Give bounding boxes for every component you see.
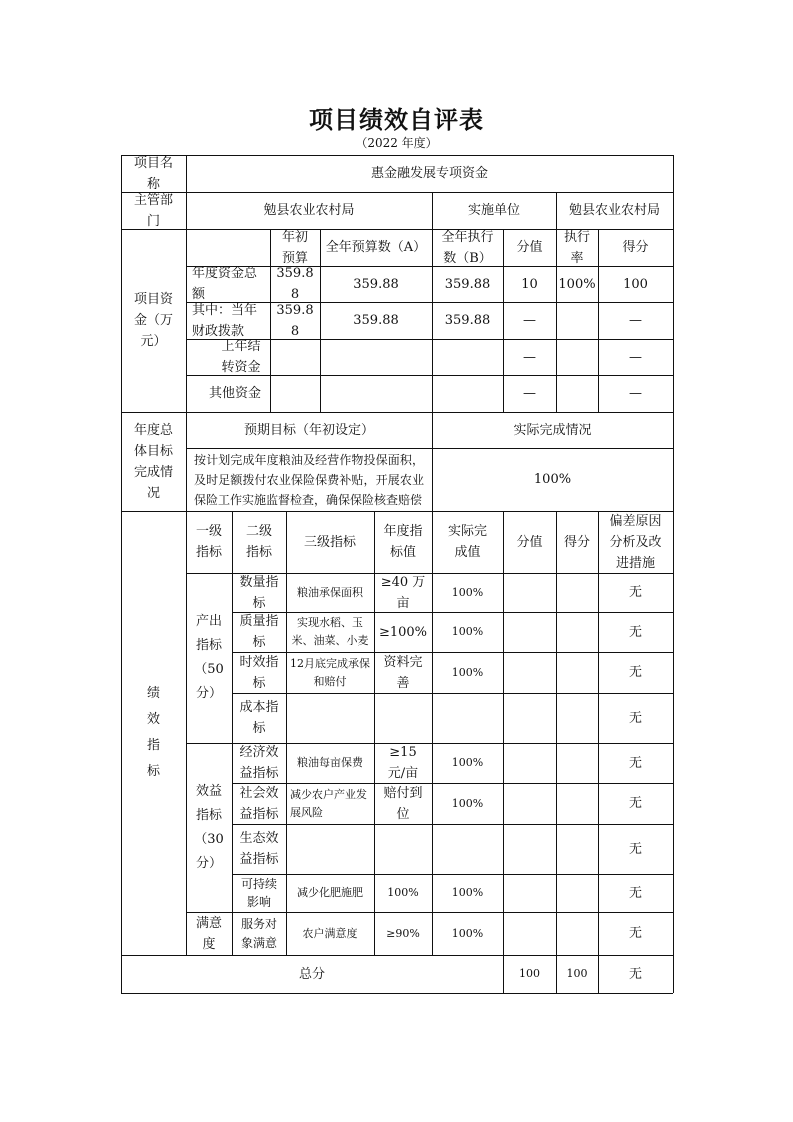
funds-row-score-value: — xyxy=(523,313,536,328)
funds-row-label: 年度资金总额 xyxy=(192,266,258,302)
total-label: 总分 xyxy=(298,966,325,982)
perf-row-score-value xyxy=(503,652,556,693)
perf-row-level3 xyxy=(286,693,374,743)
report-year: （2022 年度） xyxy=(355,136,438,150)
funds-row-initial xyxy=(270,339,320,375)
perf-row-target: ≥100% xyxy=(378,624,428,640)
perf-row-level2: 成本指标 xyxy=(239,700,279,736)
perf-row-level3: 粮油承保面积 xyxy=(297,585,363,599)
funds-row-executed: 359.88 xyxy=(444,276,491,292)
funds-row-initial: 359.88 xyxy=(276,266,314,302)
perf-row-level2: 社会效益指标 xyxy=(239,785,279,822)
funds-row-exec-rate xyxy=(556,302,598,339)
perf-row-score-value xyxy=(503,743,556,783)
perf-row-actual xyxy=(432,824,503,874)
perf-row-level2: 生态效益指标 xyxy=(239,831,279,867)
funds-row-score: 100 xyxy=(623,276,648,292)
perf-row-score-value xyxy=(503,874,556,912)
perf-row-level2: 质量指标 xyxy=(239,614,279,650)
perf-row-reason: 无 xyxy=(628,585,642,600)
perf-row-reason: 无 xyxy=(628,755,642,771)
performance-label: 绩效指标 xyxy=(146,686,160,779)
funds-row-score-value: — xyxy=(523,386,536,401)
perf-header-score: 得分 xyxy=(563,534,590,550)
perf-row-score xyxy=(556,783,598,824)
funds-row-annual: 359.88 xyxy=(353,313,399,328)
funds-row-annual xyxy=(320,339,432,375)
perf-row-actual: 100% xyxy=(451,665,484,679)
perf-row-score-value xyxy=(503,824,556,874)
total-score-value: 100 xyxy=(519,967,540,980)
funds-row-score: — xyxy=(629,313,642,328)
perf-row-level2: 经济效益指标 xyxy=(239,745,279,781)
funds-row-score-value: 10 xyxy=(521,276,538,292)
perf-row-level2: 可持续影响 xyxy=(240,877,277,909)
funds-row-exec-rate xyxy=(556,375,598,412)
funds-row-exec-rate: 100% xyxy=(558,276,596,292)
perf-row-level2: 时效指标 xyxy=(239,654,279,691)
goals-expected-header: 预期目标（年初设定） xyxy=(243,422,374,438)
perf-row-level2: 数量指标 xyxy=(239,574,279,611)
goals-label: 年度总体目标完成情况 xyxy=(133,422,173,501)
perf-header-target: 年度指标值 xyxy=(383,524,423,560)
perf-row-level3 xyxy=(286,824,374,874)
perf-row-score xyxy=(556,573,598,612)
perf-row-score-value xyxy=(503,612,556,652)
perf-row-score xyxy=(556,824,598,874)
perf-row-actual: 100% xyxy=(451,585,484,599)
funds-row-annual: 359.88 xyxy=(353,276,399,292)
perf-row-target xyxy=(374,693,432,743)
perf-row-level3: 减少化肥施肥 xyxy=(297,886,363,899)
goals-actual-header: 实际完成情况 xyxy=(513,422,592,438)
perf-row-target: 赔付到位 xyxy=(383,785,423,822)
perf-header-actual: 实际完成值 xyxy=(447,524,487,560)
perf-row-target: ≥15 元/亩 xyxy=(387,745,419,781)
funds-header-initial: 年初预算 xyxy=(281,229,308,266)
group-benefit: 效益指标（30分） xyxy=(194,783,224,871)
perf-row-level3: 农户满意度 xyxy=(302,926,358,940)
funds-row-executed: 359.88 xyxy=(444,313,491,328)
perf-row-reason: 无 xyxy=(628,841,642,857)
funds-row-score: — xyxy=(629,386,642,401)
funds-row-annual xyxy=(320,375,432,412)
perf-row-reason: 无 xyxy=(628,926,642,941)
funds-header-score-value: 分值 xyxy=(516,240,543,255)
perf-row-score-value xyxy=(503,573,556,612)
perf-row-reason: 无 xyxy=(628,665,642,680)
perf-row-actual: 100% xyxy=(451,886,484,899)
perf-row-score xyxy=(556,912,598,955)
funds-row-executed xyxy=(432,339,503,375)
perf-row-score xyxy=(556,874,598,912)
funds-row-initial xyxy=(270,375,320,412)
perf-header-level3: 三级指标 xyxy=(303,534,356,550)
perf-row-score-value xyxy=(503,783,556,824)
perf-row-actual: 100% xyxy=(451,756,484,769)
department-value: 勉县农业农村局 xyxy=(263,203,355,218)
funds-header-score: 得分 xyxy=(622,240,649,255)
funds-header-exec-rate: 执行率 xyxy=(563,229,590,266)
funds-row-label: 上年结转资金 xyxy=(221,339,261,375)
project-name-value: 惠金融发展专项资金 xyxy=(370,166,488,181)
perf-row-actual: 100% xyxy=(451,796,484,810)
department-label: 主管部门 xyxy=(133,192,173,229)
funds-row-initial: 359.88 xyxy=(276,302,314,339)
perf-row-reason: 无 xyxy=(628,796,642,811)
perf-row-score-value xyxy=(503,693,556,743)
funds-row-score-value: — xyxy=(523,349,536,365)
group-output: 产出指标（50分） xyxy=(194,614,224,701)
perf-header-reason: 偏差原因分析及改进措施 xyxy=(609,513,662,571)
funds-row-label: 其他资金 xyxy=(208,386,261,401)
project-name-label: 项目名称 xyxy=(133,155,173,192)
perf-row-reason: 无 xyxy=(628,624,642,640)
total-score: 100 xyxy=(566,967,588,980)
perf-row-level3: 减少农户产业发展风险 xyxy=(290,787,367,819)
perf-header-level2: 二级指标 xyxy=(245,524,272,560)
goals-actual-value: 100% xyxy=(533,472,572,487)
perf-row-reason: 无 xyxy=(628,885,642,901)
perf-row-level3: 实现水稻、玉米、油菜、小麦 xyxy=(291,616,369,647)
perf-row-target xyxy=(374,824,432,874)
perf-row-score-value xyxy=(503,912,556,955)
perf-header-score-value: 分值 xyxy=(516,534,543,550)
funds-row-label: 其中：当年财政拨款 xyxy=(192,302,258,339)
perf-row-actual: 100% xyxy=(451,926,484,940)
funds-section-label: 项目资金（万元） xyxy=(133,292,173,349)
goals-expected-text: 按计划完成年度粮油及经营作物投保面积，及时足额拨付农业保险保费补贴，开展农业保险工作实施监督检查，确保保险核查赔偿 xyxy=(194,452,424,507)
perf-row-target: 资料完善 xyxy=(383,654,423,691)
perf-row-score xyxy=(556,693,598,743)
funds-row-exec-rate xyxy=(556,339,598,375)
perf-row-score xyxy=(556,612,598,652)
perf-row-level2: 服务对象满意 xyxy=(240,916,277,950)
perf-row-score xyxy=(556,652,598,693)
perf-row-reason: 无 xyxy=(628,710,642,726)
group-satisfaction: 满意度 xyxy=(195,915,222,952)
perf-row-score xyxy=(556,743,598,783)
funds-row-score: — xyxy=(629,349,642,365)
perf-row-target: ≥40 万亩 xyxy=(380,574,426,611)
perf-row-target: 100% xyxy=(387,886,419,899)
perf-row-level3: 12月底完成承保和赔付 xyxy=(290,656,370,688)
funds-header-annual: 全年预算数（A） xyxy=(325,240,427,255)
perf-row-level3: 粮油每亩保费 xyxy=(297,756,363,769)
funds-row-executed xyxy=(432,375,503,412)
funds-header-executed: 全年执行数（B） xyxy=(441,229,494,266)
page-title: 项目绩效自评表 xyxy=(309,105,484,134)
perf-row-actual: 100% xyxy=(451,625,484,638)
perf-row-actual xyxy=(432,693,503,743)
perf-header-level1: 一级指标 xyxy=(195,524,222,560)
implementing-unit-value: 勉县农业农村局 xyxy=(568,203,660,218)
implementing-unit-label: 实施单位 xyxy=(467,203,520,218)
total-reason: 无 xyxy=(628,966,642,982)
perf-row-target: ≥90% xyxy=(386,926,420,940)
